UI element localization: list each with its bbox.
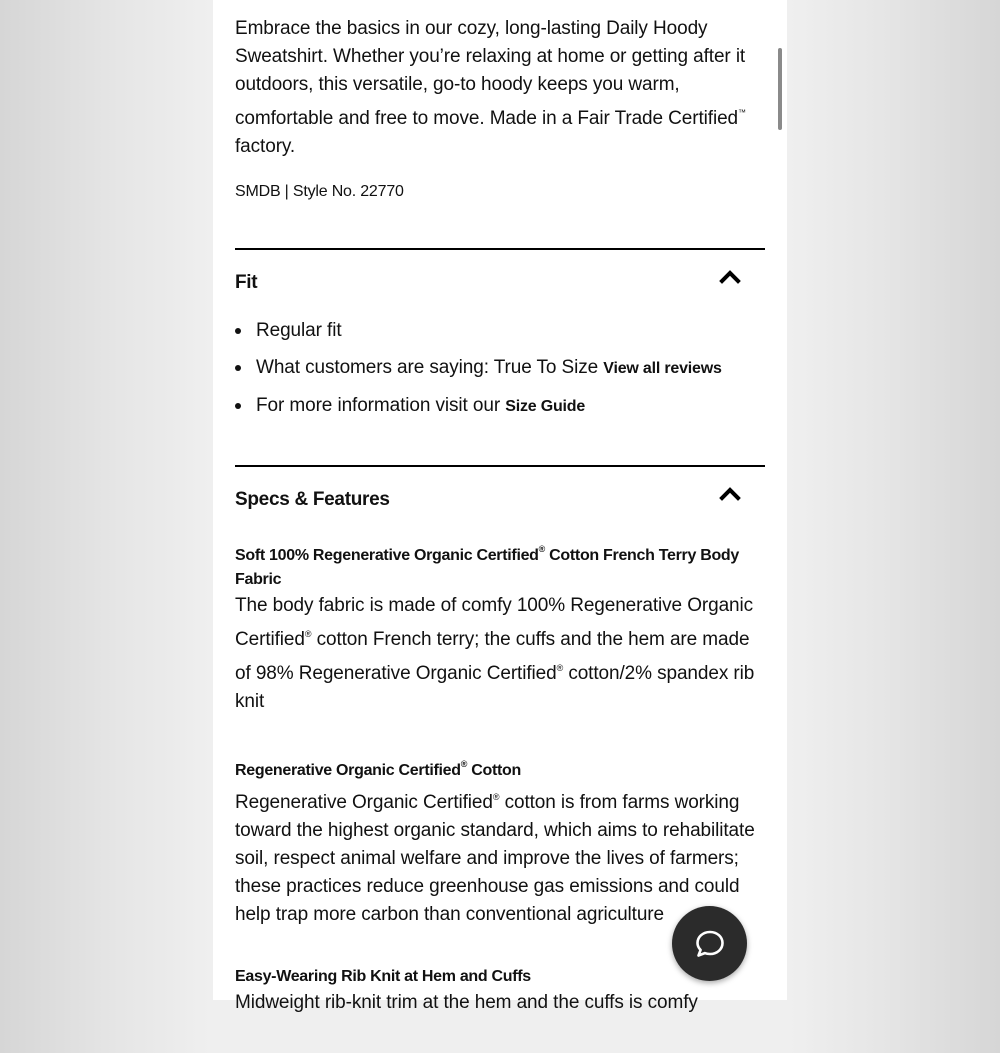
specs-title: Specs & Features (235, 489, 390, 510)
feature-body-text: cotton is from farms working toward the highest organic standard, which aims to rehabilitate soil, respect animal welfare and improve the lives of farmers; these practices reduce greenhouse gas emissions and could help trap more carbon than conventional agriculture (235, 792, 755, 925)
feature-item (235, 537, 765, 716)
chat-button[interactable] (672, 906, 747, 981)
chevron-up-icon[interactable] (719, 485, 741, 501)
feature-body-text: cotton/2% spandex rib knit (235, 663, 755, 712)
feature-title (235, 537, 765, 592)
fit-item-text: Regular fit (256, 320, 342, 341)
feature-item (235, 752, 765, 929)
product-description (235, 0, 765, 161)
style-number: SMDB | Style No. 22770 (235, 183, 404, 200)
size-guide-link[interactable]: Size Guide (505, 398, 586, 415)
fit-list-item (235, 312, 765, 349)
fit-item-text: For more information visit our (256, 395, 506, 416)
feature-title-text: Cotton (467, 762, 521, 779)
view-all-reviews-link[interactable]: View all reviews (603, 360, 722, 377)
registered-mark: ® (492, 792, 500, 802)
description-text-end: factory. (235, 136, 296, 157)
fit-accordion (235, 248, 765, 425)
feature-body-text: Regenerative Organic Certified (235, 792, 493, 813)
fit-list (235, 312, 765, 425)
specs-accordion-header[interactable] (235, 467, 765, 529)
chat-bubble-icon (693, 927, 727, 961)
scrollbar-thumb[interactable] (778, 48, 782, 130)
feature-body (235, 592, 765, 716)
trademark-mark: ™ (738, 108, 746, 117)
feature-title-text: Cotton French Terry Body Fabric (235, 547, 740, 588)
product-details-panel (213, 0, 787, 1013)
registered-mark: ® (304, 629, 312, 639)
feature-body (235, 783, 765, 929)
description-text: Embrace the basics in our cozy, long-lasting Daily Hoody Sweatshirt. Whether you’re relaxing at home or getting after it outdoors, this versatile, go-to hoody keeps you warm, comfortable and free to move. Made in a Fair Trade Certified (235, 18, 746, 129)
chevron-up-icon[interactable] (719, 268, 741, 284)
feature-title (235, 752, 765, 783)
fit-title: Fit (235, 272, 258, 293)
feature-title-text: Regenerative Organic Certified (235, 762, 461, 779)
feature-title: Easy-Wearing Rib Knit at Hem and Cuffs (235, 968, 531, 985)
fit-accordion-header[interactable] (235, 250, 765, 312)
fit-list-item (235, 349, 765, 387)
feature-body-text: The body fabric is made of comfy 100% Regenerative Organic Certified (235, 595, 754, 650)
registered-mark: ® (538, 544, 546, 554)
registered-mark: ® (556, 663, 564, 673)
fit-list-item (235, 387, 765, 425)
fit-item-text: What customers are saying: True To Size (256, 357, 604, 378)
registered-mark: ® (460, 759, 468, 769)
feature-title-text: Soft 100% Regenerative Organic Certified (235, 547, 539, 564)
feature-body: Midweight rib-knit trim at the hem and the cuffs is comfy (235, 992, 698, 1013)
product-details-content (235, 0, 765, 1053)
feature-body-text: cotton French terry; the cuffs and the hem are made of 98% Regenerative Organic Certified (235, 629, 750, 684)
